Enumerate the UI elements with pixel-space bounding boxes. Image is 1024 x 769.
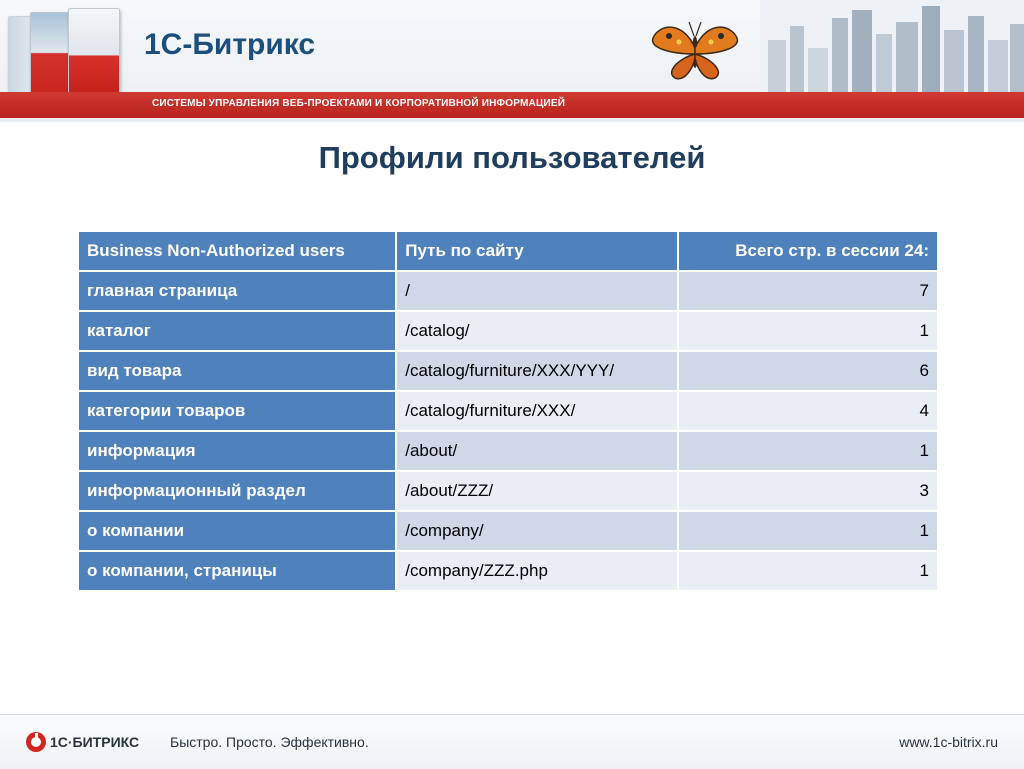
row-section: категории товаров xyxy=(78,391,396,431)
table-row xyxy=(78,271,938,311)
row-section: каталог xyxy=(78,311,396,351)
user-profile-table xyxy=(77,230,939,592)
row-path: / xyxy=(396,271,678,311)
row-path: /about/ZZZ/ xyxy=(396,471,678,511)
row-count: 3 xyxy=(678,471,938,511)
row-count: 1 xyxy=(678,511,938,551)
product-boxes-image xyxy=(8,6,118,98)
header-path: Путь по сайту xyxy=(396,231,678,271)
table-row xyxy=(78,311,938,351)
brand-name: 1С-Битрикс xyxy=(144,28,316,61)
table-row xyxy=(78,511,938,551)
row-section: главная страница xyxy=(78,271,396,311)
page-title: Профили пользователей xyxy=(318,140,706,175)
footer-logo-text: 1С·БИТРИКС xyxy=(50,734,140,750)
row-section: информационный раздел xyxy=(78,471,396,511)
header-user-type: Business Non-Authorized users xyxy=(78,231,396,271)
row-path: /company/ZZZ.php xyxy=(396,551,678,591)
row-path: /catalog/furniture/XXX/YYY/ xyxy=(396,351,678,391)
row-section: вид товара xyxy=(78,351,396,391)
product-box-front xyxy=(68,8,120,102)
table-row xyxy=(78,431,938,471)
row-count: 7 xyxy=(678,271,938,311)
table-header-row xyxy=(78,231,938,271)
row-section: о компании, страницы xyxy=(78,551,396,591)
row-count: 1 xyxy=(678,431,938,471)
row-count: 6 xyxy=(678,351,938,391)
row-path: /catalog/ xyxy=(396,311,678,351)
footer-slogan: Быстро. Просто. Эффективно. xyxy=(170,734,369,750)
row-count: 4 xyxy=(678,391,938,431)
footer-site-link[interactable]: www.1c-bitrix.ru xyxy=(899,734,998,750)
row-path: /company/ xyxy=(396,511,678,551)
row-section: информация xyxy=(78,431,396,471)
row-count: 1 xyxy=(678,551,938,591)
city-skyline-image xyxy=(760,0,1024,92)
table-row xyxy=(78,351,938,391)
footer xyxy=(0,714,1024,769)
table-row xyxy=(78,551,938,591)
row-path: /catalog/furniture/XXX/ xyxy=(396,391,678,431)
row-count: 1 xyxy=(678,311,938,351)
table-row xyxy=(78,471,938,511)
tagline: СИСТЕМЫ УПРАВЛЕНИЯ ВЕБ-ПРОЕКТАМИ И КОРПОРАТИВНОЙ ИНФОРМАЦИЕЙ xyxy=(152,98,566,109)
header-page-count: Всего стр. в сессии 24: xyxy=(678,231,938,271)
table-row xyxy=(78,391,938,431)
row-section: о компании xyxy=(78,511,396,551)
row-path: /about/ xyxy=(396,431,678,471)
butterfly-image xyxy=(645,14,745,84)
